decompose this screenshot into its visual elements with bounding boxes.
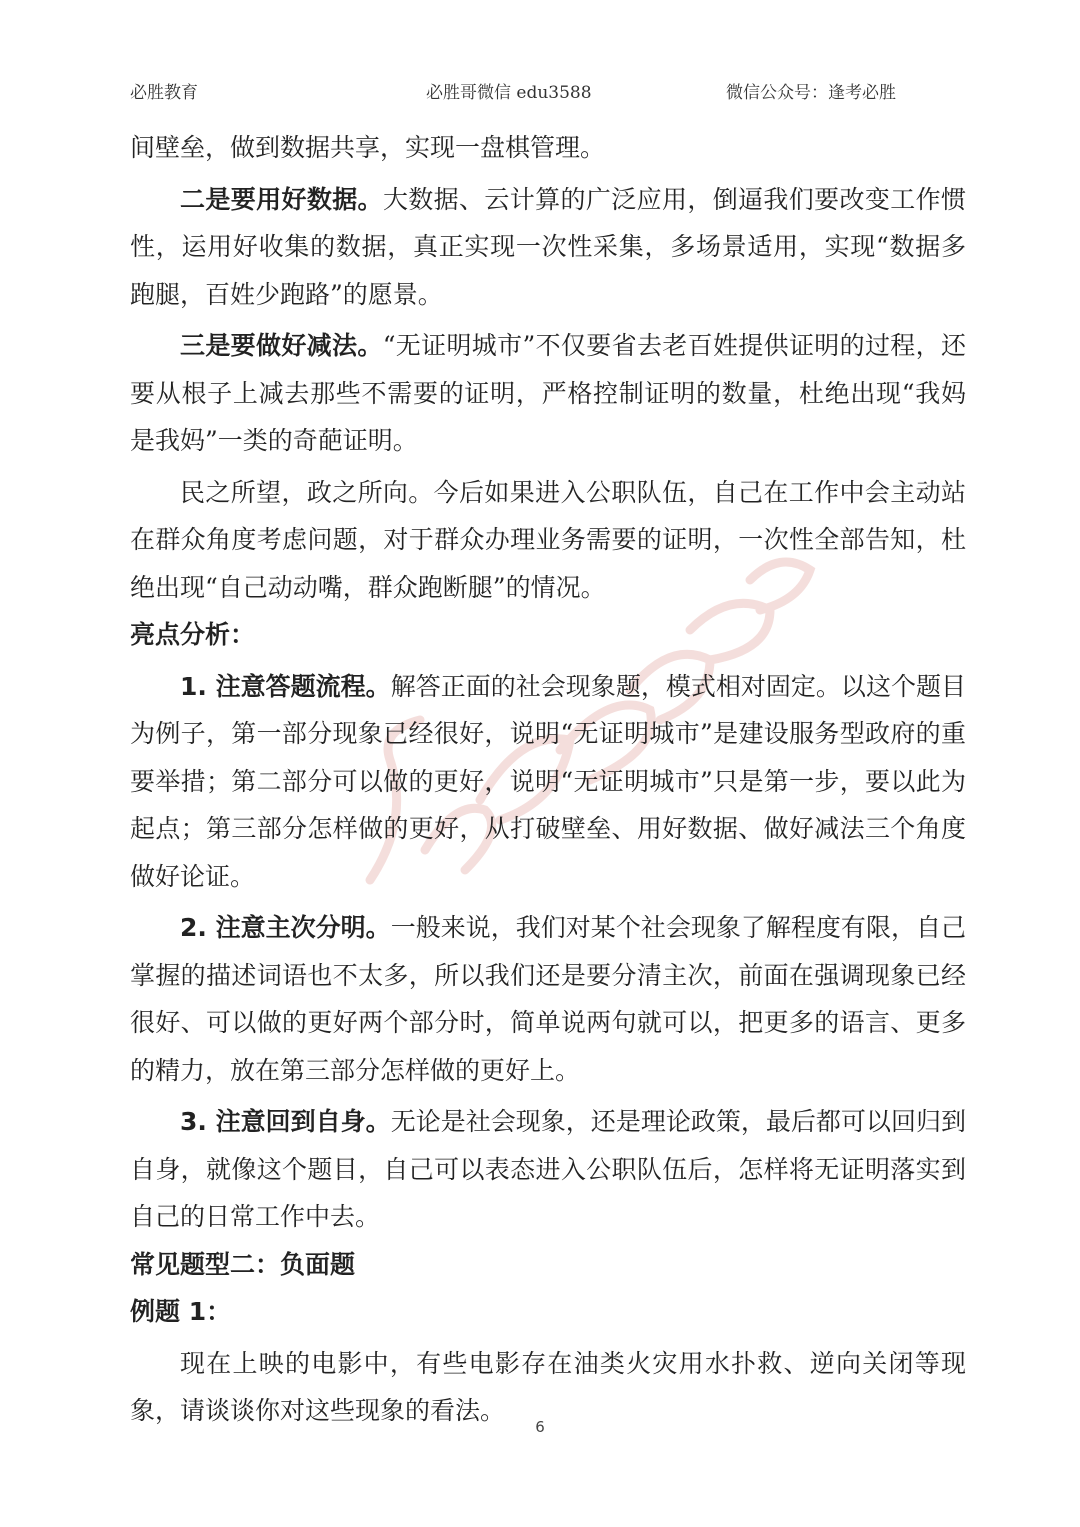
paragraph-5-text: 解答正面的社会现象题，模式相对固定。以这个题目为例子，第一部分现象已经很好，说明“无证明城市”是建设服务型政府的重要举措；第二部分可以做的更好，说明“无证明城市”只是第一步，要以此为起点；第三部分怎样做的更好，从打破壁垒、用好数据、做好减法三个角度做好论证。 — [130, 671, 966, 891]
page-number: 6 — [535, 1418, 545, 1436]
paragraph-6-lead: 2. 注意主次分明。 — [180, 913, 391, 942]
paragraph-7-text: 无论是社会现象，还是理论政策，最后都可以回归到自身，就像这个题目，自己可以表态进入公职队伍后，怎样将无证明落实到自己的日常工作中去。 — [130, 1107, 966, 1231]
header-left-text: 必胜教育 — [130, 83, 198, 103]
page-header — [0, 78, 1080, 102]
heading-example-1: 例题 1： — [130, 1297, 232, 1326]
document-body — [130, 124, 966, 1435]
paragraph-3-text: “无证明城市”不仅要省去老百姓提供证明的过程，还要从根子上减去那些不需要的证明，严格控制证明的数量，杜绝出现“我妈是我妈”一类的奇葩证明。 — [130, 331, 966, 455]
paragraph-6-text: 一般来说，我们对某个社会现象了解程度有限，自己掌握的描述词语也不太多，所以我们还是要分清主次，前面在强调现象已经很好、可以做的更好两个部分时，简单说两句就可以，把更多的语言、更多的精力，放在第三部分怎样做的更好上。 — [130, 913, 966, 1085]
paragraph-5 — [130, 663, 966, 901]
heading-question-type-2: 常见题型二：负面题 — [130, 1249, 356, 1279]
paragraph-7-lead: 3. 注意回到自身。 — [180, 1107, 391, 1136]
header-center-text: 必胜哥微信 edu3588 — [426, 83, 592, 103]
paragraph-2 — [130, 176, 966, 319]
paragraph-3 — [130, 322, 966, 465]
paragraph-6 — [130, 904, 966, 1094]
paragraph-5-lead: 1. 注意答题流程。 — [180, 671, 391, 701]
paragraph-8: 现在上映的电影中，有些电影存在油类火灾用水扑救、逆向关闭等现象，请谈谈你对这些现象的看法。 — [130, 1348, 966, 1425]
paragraph-1: 间壁垒，做到数据共享，实现一盘棋管理。 — [130, 133, 606, 162]
heading-highlight-analysis: 亮点分析： — [130, 620, 256, 649]
paragraph-4: 民之所望，政之所向。今后如果进入公职队伍，自己在工作中会主动站在群众角度考虑问题，对于群众办理业务需要的证明，一次性全部告知，杜绝出现“自己动动嘴，群众跑断腿”的情况。 — [130, 477, 966, 602]
paragraph-3-lead: 三是要做好减法。 — [180, 331, 383, 360]
paragraph-2-lead: 二是要用好数据。 — [180, 184, 383, 214]
header-right-text: 微信公众号：逢考必胜 — [726, 83, 896, 103]
paragraph-7 — [130, 1098, 966, 1241]
paragraph-2-text: 大数据、云计算的广泛应用，倒逼我们要改变工作惯性，运用好收集的数据，真正实现一次性采集，多场景适用，实现“数据多跑腿，百姓少跑路”的愿景。 — [130, 184, 966, 309]
